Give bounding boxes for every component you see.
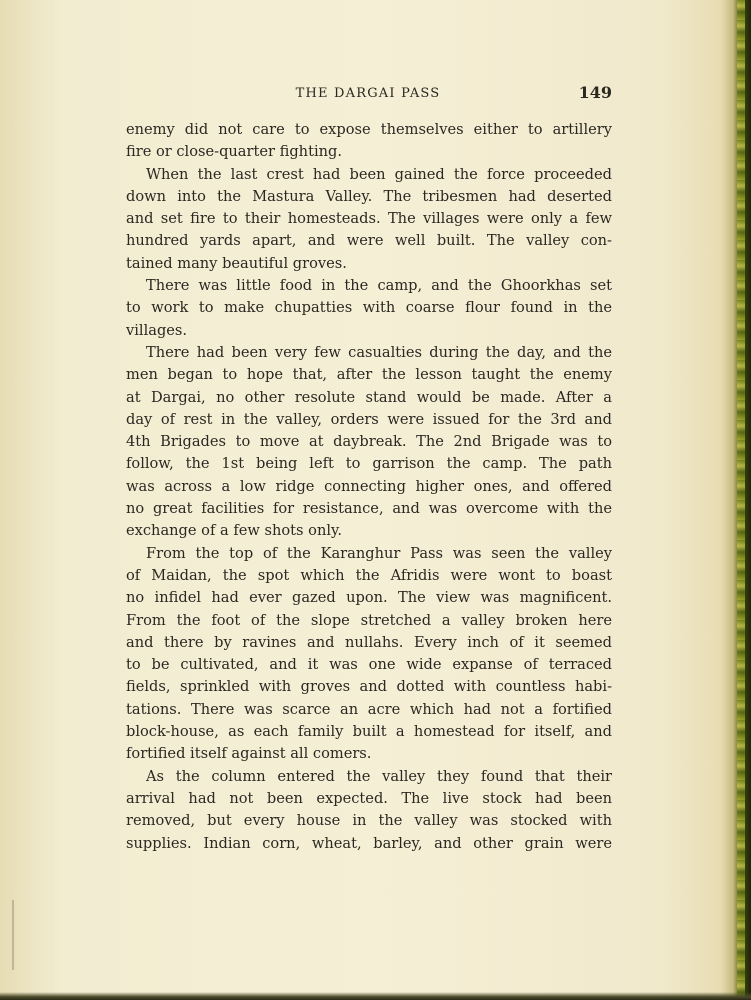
text-line: There had been very few casualties during the day, and the: [146, 343, 612, 361]
text-line: supplies. Indian corn, wheat, barley, and other grain were: [126, 834, 612, 852]
running-head: THE DARGAI PASS: [295, 86, 441, 101]
text-line: As the column entered the valley they found that their: [146, 767, 612, 785]
page-header: [124, 83, 612, 105]
text-line: arrival had not been expected. The live stock had been: [126, 789, 612, 807]
text-line: There was little food in the camp, and the Ghoorkhas set: [146, 277, 612, 295]
paragraph: [126, 164, 612, 275]
text-line: follow, the 1st being left to garrison the camp. The path: [126, 455, 612, 473]
paragraph: [126, 766, 612, 855]
text-line: When the last crest had been gained the force proceeded: [146, 165, 612, 183]
book-spine-edge: [737, 0, 745, 1000]
text-line: exchange of a few shots only.: [126, 522, 342, 540]
text-line: From the foot of the slope stretched a valley broken here: [126, 611, 612, 629]
margin-mark: [12, 900, 14, 970]
text-line: of Maidan, the spot which the Afridis were wont to boast: [126, 566, 612, 584]
text-line: down into the Mastura Valley. The tribesmen had deserted: [126, 187, 612, 205]
text-line: fire or close-quarter fighting.: [126, 143, 342, 161]
text-line: was across a low ridge connecting higher ones, and offered: [126, 477, 612, 495]
text-line: to work to make chupatties with coarse flour found in the: [126, 299, 612, 317]
text-line: no great facilities for resistance, and was overcome with the: [126, 500, 612, 518]
text-line: villages.: [126, 321, 188, 339]
paragraph: [126, 342, 612, 543]
paragraph: [126, 543, 612, 766]
text-line: to be cultivated, and it was one wide expanse of terraced: [126, 656, 612, 674]
text-line: fortified itself against all comers.: [126, 745, 372, 763]
text-line: day of rest in the valley, orders were issued for the 3rd and: [126, 410, 612, 428]
paragraph: [126, 119, 612, 164]
paragraph: [126, 275, 612, 342]
text-line: at Dargai, no other resolute stand would be made. After a: [126, 388, 612, 406]
text-line: and there by ravines and nullahs. Every inch of it seemed: [126, 633, 612, 651]
page-edge-shadow: [721, 0, 751, 1000]
text-line: no infidel had ever gazed upon. The view was magnificent.: [126, 589, 612, 607]
page-bottom-edge: [0, 992, 751, 1000]
text-line: enemy did not care to expose themselves either to artillery: [126, 121, 612, 138]
body-text: [126, 119, 612, 855]
text-line: hundred yards apart, and were well built. The valley con-: [126, 232, 612, 250]
text-line: fields, sprinkled with groves and dotted with countless habi-: [126, 678, 612, 696]
text-line: tations. There was scarce an acre which had not a fortified: [126, 700, 612, 718]
text-line: block-house, as each family built a homestead for itself, and: [126, 723, 612, 741]
text-line: tained many beautiful groves.: [126, 254, 347, 272]
text-line: removed, but every house in the valley was stocked with: [126, 812, 612, 830]
text-line: and set fire to their homesteads. The villages were only a few: [126, 210, 612, 228]
text-line: From the top of the Karanghur Pass was seen the valley: [146, 544, 612, 562]
text-line: 4th Brigades to move at daybreak. The 2nd Brigade was to: [126, 433, 612, 451]
page-number: 149: [578, 83, 612, 102]
text-line: men began to hope that, after the lesson taught the enemy: [126, 366, 612, 384]
